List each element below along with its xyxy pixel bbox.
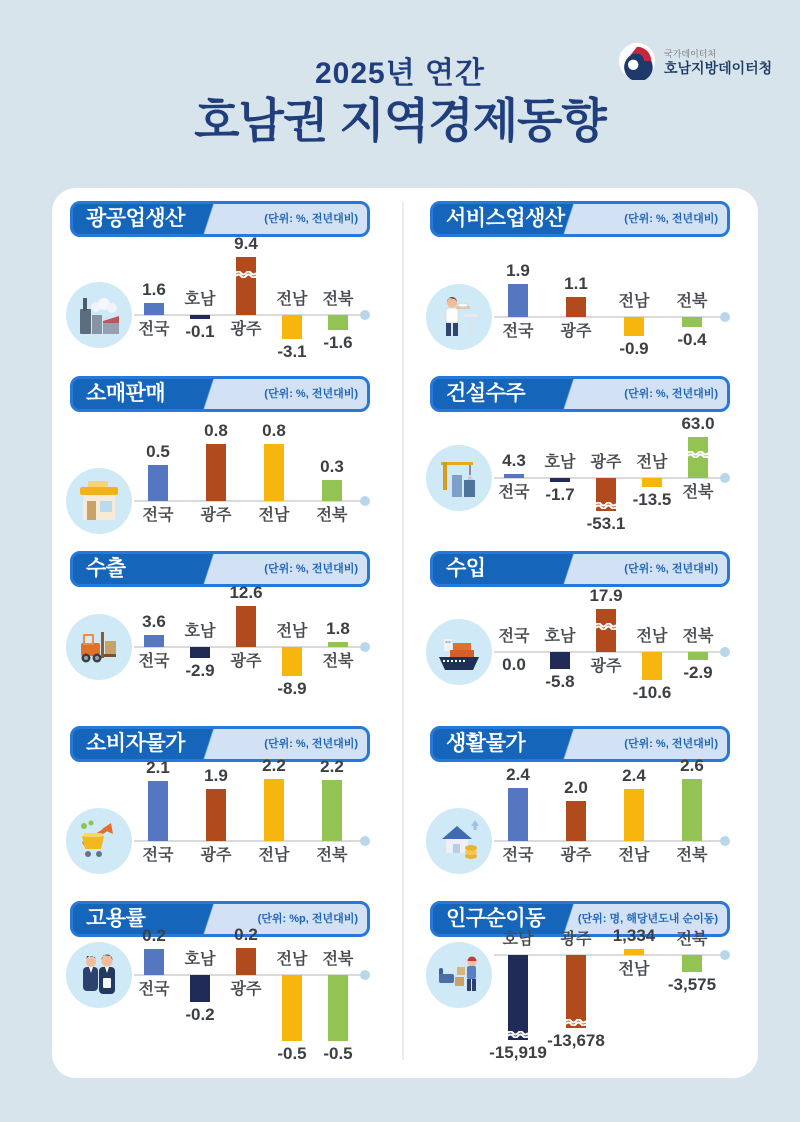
value-label: 1.1: [564, 274, 588, 293]
value-label: -0.9: [619, 339, 649, 358]
bar-호남: [190, 315, 210, 319]
value-label: 2.4: [622, 766, 646, 785]
region-label: 전북: [322, 291, 354, 308]
value-label: 0.0: [502, 655, 526, 674]
bar-전남: [264, 444, 284, 501]
bar-광주: [566, 955, 586, 1028]
region-label: 호남: [184, 951, 216, 968]
bar-전북: [328, 315, 348, 330]
value-label: 2.0: [564, 778, 588, 797]
value-label: 0.3: [320, 457, 344, 476]
baseline-end-dot: [720, 836, 730, 846]
region-label: 전국: [138, 321, 170, 338]
value-label: -13,678: [547, 1031, 605, 1050]
baseline-end-dot: [360, 836, 370, 846]
chart-title: 수입: [446, 557, 486, 580]
value-label: 1.9: [204, 766, 228, 785]
bar-호남: [550, 652, 570, 669]
region-label: 전북: [682, 628, 714, 645]
value-label: -8.9: [277, 679, 307, 698]
chart-2: [418, 197, 758, 372]
value-label: 2.2: [320, 757, 344, 776]
chart-10: [418, 897, 758, 1072]
chart-title-badge: [70, 376, 370, 412]
chart-title: 인구순이동: [446, 907, 545, 930]
value-label: 0.5: [146, 442, 170, 461]
chart-5: [58, 547, 398, 722]
axis-break-icon: [508, 1025, 528, 1032]
column-divider: [402, 202, 404, 1060]
chart-4: [418, 372, 758, 547]
bar-호남: [190, 647, 210, 658]
bar-전국: [144, 635, 164, 647]
bar-호남: [190, 975, 210, 1002]
baseline-end-dot: [720, 647, 730, 657]
chart-title: 수출: [86, 557, 126, 580]
bar-광주: [596, 478, 616, 511]
value-label: 0.8: [262, 421, 286, 440]
value-label: 9.4: [234, 234, 258, 253]
chart-unit-label: (단위: %, 전년대비): [264, 563, 358, 575]
bar-전북: [322, 480, 342, 501]
chart-title: 소매판매: [86, 382, 166, 405]
bar-호남: [550, 478, 570, 482]
region-label: 전남: [618, 847, 650, 864]
region-label: 전북: [322, 951, 354, 968]
baseline-end-dot: [720, 473, 730, 483]
chart-7: [58, 722, 398, 897]
value-label: -1.6: [323, 333, 353, 352]
bar-전남: [624, 949, 644, 955]
region-label: 전남: [258, 847, 290, 864]
region-label: 전남: [636, 628, 668, 645]
region-label: 전남: [618, 293, 650, 310]
axis-break-icon: [236, 265, 256, 272]
bar-전남: [624, 789, 644, 841]
value-label: 2.1: [146, 758, 170, 777]
bar-전북: [328, 975, 348, 1041]
chart-unit-label: (단위: %, 전년대비): [264, 738, 358, 750]
axis-break-icon: [596, 496, 616, 503]
value-label: 1,334: [612, 926, 656, 945]
bar-전국: [144, 949, 164, 975]
chart-unit-label: (단위: %, 전년대비): [624, 388, 718, 400]
bar-전남: [282, 647, 302, 676]
region-label: 호남: [184, 291, 216, 308]
chart-title-badge: [430, 376, 730, 412]
value-label: -15,919: [489, 1043, 547, 1062]
value-label: 2.6: [680, 756, 704, 775]
chart-title: 소비자물가: [86, 732, 185, 755]
bar-전국: [148, 465, 168, 501]
region-label: 광주: [560, 323, 592, 340]
baseline-end-dot: [360, 970, 370, 980]
bar-전북: [322, 780, 342, 841]
value-label: -5.8: [545, 672, 575, 691]
chart-unit-label: (단위: 명, 해당년도내 순이동): [577, 913, 718, 925]
chart-8: [418, 722, 758, 897]
bar-광주: [566, 297, 586, 317]
bar-광주: [236, 948, 256, 975]
chart-title: 건설수주: [446, 382, 526, 405]
bar-전국: [144, 303, 164, 315]
value-label: 0.2: [142, 926, 166, 945]
region-label: 전국: [498, 628, 530, 645]
bar-전국: [508, 788, 528, 841]
chart-title-badge: [70, 551, 370, 587]
axis-break-icon: [566, 1013, 586, 1020]
region-label: 전남: [258, 507, 290, 524]
value-label: -0.2: [185, 1005, 215, 1024]
bar-광주: [206, 444, 226, 501]
chart-unit-label: (단위: %p, 전년대비): [257, 913, 358, 925]
bar-전국: [148, 781, 168, 841]
agency-emblem-icon: [618, 42, 656, 85]
value-label: -3,575: [667, 975, 717, 994]
chart-title-badge: [430, 201, 730, 237]
baseline-end-dot: [360, 496, 370, 506]
charts-panel: [52, 188, 758, 1078]
value-label: 1.6: [142, 280, 166, 299]
bar-전북: [682, 955, 702, 972]
region-label: 호남: [544, 628, 576, 645]
bar-전국: [504, 474, 524, 478]
value-label: -3.1: [277, 342, 307, 361]
region-label: 광주: [230, 653, 262, 670]
region-label: 광주: [230, 981, 262, 998]
value-label: 4.3: [502, 451, 526, 470]
chart-3: [58, 372, 398, 547]
region-label: 호남: [544, 454, 576, 471]
moving-icon: [426, 942, 492, 1008]
bar-전북: [328, 642, 348, 647]
chart-title: 생활물가: [446, 732, 526, 755]
value-label: -1.7: [545, 485, 575, 504]
bar-호남: [508, 955, 528, 1040]
region-label: 전남: [636, 454, 668, 471]
value-label: -0.4: [677, 330, 707, 349]
region-label: 호남: [184, 623, 216, 640]
axis-break-icon: [688, 445, 708, 452]
region-label: 광주: [230, 321, 262, 338]
chart-title-badge: [430, 551, 730, 587]
bar-전북: [688, 437, 708, 478]
region-label: 전국: [498, 484, 530, 501]
bar-광주: [236, 257, 256, 315]
bar-전남: [282, 315, 302, 339]
baseline-end-dot: [720, 312, 730, 322]
region-label: 전국: [138, 653, 170, 670]
region-label: 광주: [590, 658, 622, 675]
region-label: 전국: [142, 507, 174, 524]
axis-break-icon: [596, 617, 616, 624]
value-label: -0.5: [323, 1044, 353, 1063]
value-label: 0.2: [234, 925, 258, 944]
chart-title: 고용률: [86, 907, 146, 930]
bar-전북: [682, 779, 702, 841]
chart-6: [418, 547, 758, 722]
chart-unit-label: (단위: %, 전년대비): [264, 213, 358, 225]
report-title: 호남권 지역경제동향: [194, 94, 606, 147]
value-label: 12.6: [229, 583, 263, 602]
region-label: 전북: [316, 847, 348, 864]
bar-전북: [682, 317, 702, 327]
region-label: 전북: [676, 847, 708, 864]
baseline-end-dot: [360, 642, 370, 652]
value-label: 63.0: [681, 414, 715, 433]
bar-전남: [642, 652, 662, 680]
bar-전국: [508, 284, 528, 317]
chart-title: 광공업생산: [86, 207, 185, 230]
bar-전남: [282, 975, 302, 1041]
agency-name-large: 호남지방데이터청: [664, 60, 773, 77]
value-label: 2.4: [506, 765, 530, 784]
region-label: 광주: [590, 454, 622, 471]
value-label: -2.9: [683, 663, 713, 682]
region-label: 전북: [676, 931, 708, 948]
value-label: 17.9: [589, 586, 623, 605]
region-label: 광주: [560, 847, 592, 864]
value-label: 3.6: [142, 612, 166, 631]
chart-1: [58, 197, 398, 372]
bar-전북: [688, 652, 708, 660]
chart-9: [58, 897, 398, 1072]
region-label: 광주: [200, 847, 232, 864]
value-label: 2.2: [262, 756, 286, 775]
chart-title: 서비스업생산: [446, 207, 565, 230]
chart-unit-label: (단위: %, 전년대비): [624, 738, 718, 750]
bar-광주: [206, 789, 226, 841]
region-label: 전북: [682, 484, 714, 501]
bar-전남: [642, 478, 662, 487]
bar-광주: [596, 609, 616, 652]
region-label: 전남: [276, 291, 308, 308]
chart-unit-label: (단위: %, 전년대비): [624, 563, 718, 575]
value-label: -0.1: [185, 322, 215, 341]
region-label: 전국: [502, 323, 534, 340]
region-label: 전국: [138, 981, 170, 998]
chart-unit-label: (단위: %, 전년대비): [624, 213, 718, 225]
chart-title-badge: [70, 201, 370, 237]
bar-광주: [236, 606, 256, 647]
region-label: 전국: [142, 847, 174, 864]
agency-logo: [618, 42, 772, 85]
report-subtitle: 2025년 연간: [314, 57, 485, 90]
value-label: 0.8: [204, 421, 228, 440]
region-label: 전남: [618, 961, 650, 978]
region-label: 호남: [502, 931, 534, 948]
value-label: -53.1: [586, 514, 626, 533]
region-label: 전북: [322, 653, 354, 670]
value-label: -13.5: [632, 490, 672, 509]
bar-광주: [566, 801, 586, 841]
region-label: 전남: [276, 951, 308, 968]
region-label: 광주: [200, 507, 232, 524]
region-label: 전국: [502, 847, 534, 864]
value-label: -2.9: [185, 661, 215, 680]
region-label: 전북: [316, 507, 348, 524]
region-label: 전남: [276, 623, 308, 640]
value-label: 1.9: [506, 261, 530, 280]
value-label: 1.8: [326, 619, 350, 638]
baseline-end-dot: [720, 950, 730, 960]
agency-name-small: 국가데이터처: [664, 49, 717, 60]
value-label: -0.5: [277, 1044, 307, 1063]
region-label: 전북: [676, 293, 708, 310]
value-label: -10.6: [632, 683, 672, 702]
bar-전남: [624, 317, 644, 336]
bar-전남: [264, 779, 284, 841]
region-label: 광주: [560, 931, 592, 948]
baseline-end-dot: [360, 310, 370, 320]
chart-unit-label: (단위: %, 전년대비): [264, 388, 358, 400]
